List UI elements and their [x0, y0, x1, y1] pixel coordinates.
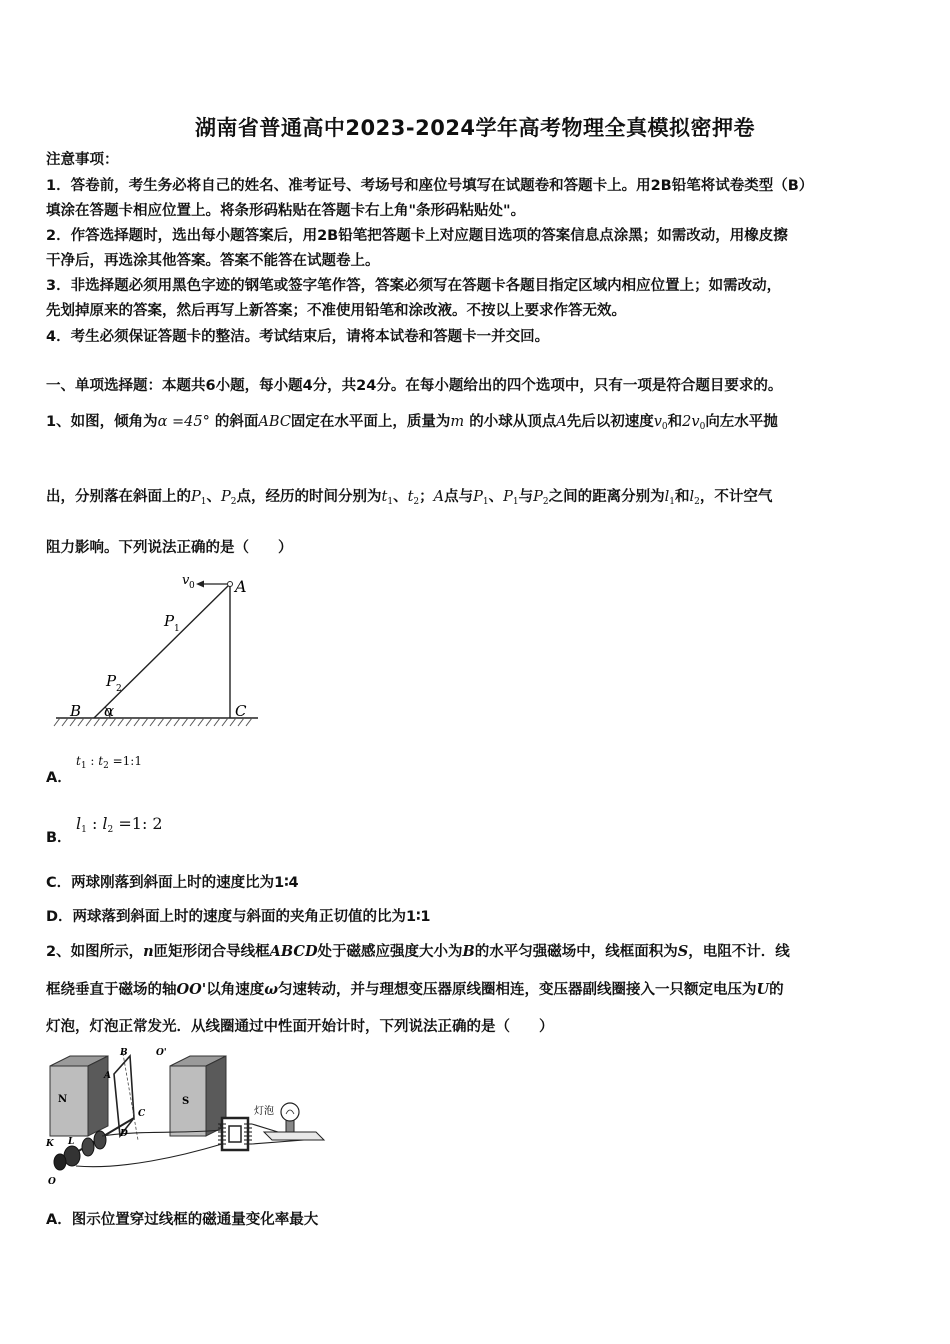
notice-line-6: 先划掉原来的答案，然后再写上新答案；不准使用铅笔和涂改液。不按以上要求作答无效。: [46, 303, 626, 319]
q2-option-a: A．图示位置穿过线框的磁通量变化率最大: [46, 1212, 319, 1228]
label-alpha: α: [104, 702, 115, 720]
notice-line-2: 填涂在答题卡相应位置上。将条形码粘贴在答题卡右上角"条形码粘贴处"。: [46, 203, 526, 219]
label-coil-a: A: [104, 1071, 111, 1081]
label-o: O: [48, 1177, 56, 1187]
label-p2: P: [106, 672, 117, 690]
ball-a: [228, 582, 233, 587]
q2-line-1: 2、如图所示，n匝矩形闭合导线框ABCD处于磁感应强度大小为B的水平匀强磁场中，线框面积为S，电阻不计．线: [46, 943, 790, 960]
label-k: K: [46, 1139, 54, 1149]
label-o-prime: O': [156, 1048, 167, 1058]
lamp-bulb: [281, 1103, 299, 1121]
q1-option-d: D．两球落到斜面上时的速度与斜面的夹角正切值的比为1∶1: [46, 909, 431, 925]
q1-option-a-label: A．: [46, 770, 72, 786]
notice-line-7: 4．考生必须保证答题卡的整洁。考试结束后，请将本试卷和答题卡一并交回。: [46, 329, 550, 345]
lamp-base: [264, 1132, 324, 1140]
incline-figure: [48, 570, 268, 730]
q1-option-a-formula: $t_1$ : $t_2$ =1:1: [76, 754, 142, 771]
label-b: B: [70, 702, 82, 720]
magnet-n: [50, 1066, 88, 1136]
q2-line-2: 框绕垂直于磁场的轴OO'以角速度ω匀速转动，并与理想变压器原线圈相连，变压器副线圈接入一只额定电压为U的: [46, 981, 784, 998]
label-v0: v: [182, 573, 190, 588]
svg-text:0: 0: [189, 581, 195, 591]
incline-slope: [94, 584, 230, 718]
svg-text:2: 2: [116, 684, 122, 694]
notice-line-5: 3．非选择题必须用黑色字迹的钢笔或签字笔作答，答案必须写在答题卡各题目指定区域内相应位置上；如需改动，: [46, 278, 782, 294]
label-c: C: [235, 702, 247, 720]
q1-option-b-label: B．: [46, 830, 72, 846]
page-title: 湖南省普通高中2023-2024学年高考物理全真模拟密押卷: [194, 116, 756, 140]
label-l: L: [68, 1137, 75, 1147]
label-p1: P: [164, 612, 175, 630]
notice-line-3: 2．作答选择题时，选出每小题答案后，用2B铅笔把答题卡上对应题目选项的答案信息点涂黑；如需改动，用橡皮擦: [46, 228, 788, 244]
label-coil-d: D: [120, 1129, 128, 1139]
label-coil-c: C: [138, 1109, 146, 1119]
section-heading: 一、单项选择题：本题共6小题，每小题4分，共24分。在每小题给出的四个选项中，只有一项是符合题目要求的。: [46, 378, 783, 394]
label-a: A: [235, 577, 247, 596]
q1-line-3: 阻力影响。下列说法正确的是（ ）: [46, 540, 293, 556]
q1-option-c: C．两球刚落到斜面上时的速度比为1∶4: [46, 875, 299, 891]
label-s: S: [182, 1096, 190, 1107]
svg-text:1: 1: [174, 624, 180, 634]
label-lamp: 灯泡: [254, 1106, 274, 1117]
notice-line-4: 干净后，再选涂其他答案。答案不能答在试题卷上。: [46, 253, 380, 269]
label-n: N: [58, 1094, 68, 1105]
label-coil-b: B: [120, 1048, 128, 1058]
q1-option-b-formula: $l_1$ : $l_2 =1$: 2: [76, 814, 163, 835]
q2-line-3: 灯泡，灯泡正常发光．从线圈通过中性面开始计时，下列说法正确的是（ ）: [46, 1019, 554, 1035]
notice-heading: 注意事项：: [46, 152, 119, 168]
generator-figure: [42, 1044, 342, 1194]
notice-line-1: 1．答卷前，考生务必将自己的姓名、准考证号、考场号和座位号填写在试题卷和答题卡上。用2B铅笔将试卷类型（B）: [46, 178, 814, 194]
q1-line-2: 出，分别落在斜面上的$P_1$、$P_2$点，经历的时间分别为$t_1$、$t_2$；A点与$P_1$、$P_1$与$P_2$之间的距离分别为$l_1$和$l_2$，不计空气: [46, 489, 773, 507]
q1-line-1: 1、如图，倾角为α =45° 的斜面ABC固定在水平面上，质量为m 的小球从顶点A先后以初速度$v_0$和$2v_0$向左水平抛: [46, 414, 778, 432]
